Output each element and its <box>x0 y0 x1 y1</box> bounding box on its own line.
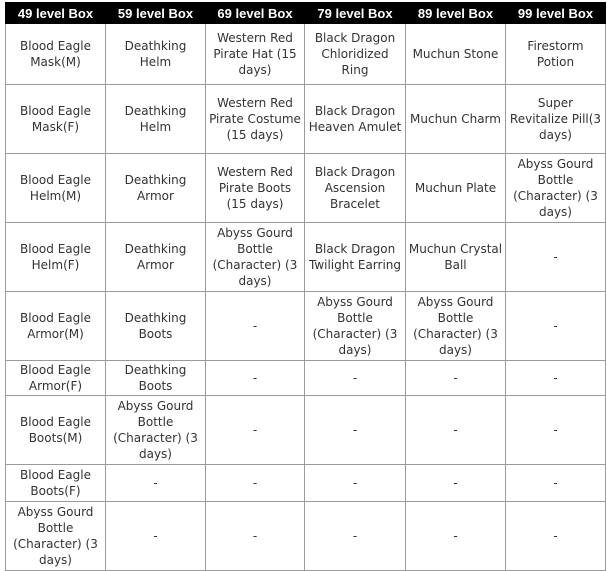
table-cell: Deathking Armor <box>106 223 206 292</box>
table-cell: - <box>206 465 305 502</box>
header-69-level-box: 69 level Box <box>206 3 305 24</box>
table-cell: Blood Eagle Armor(M) <box>6 292 106 361</box>
table-cell: Blood Eagle Helm(F) <box>6 223 106 292</box>
table-cell: Muchun Plate <box>406 154 506 223</box>
table-row <box>6 465 606 502</box>
table-cell: - <box>406 361 506 396</box>
table-cell: Muchun Stone <box>406 24 506 85</box>
table-cell: Blood Eagle Boots(M) <box>6 396 106 465</box>
table-cell: - <box>406 465 506 502</box>
table-cell: Blood Eagle Armor(F) <box>6 361 106 396</box>
table-cell: - <box>106 502 206 571</box>
table-cell: - <box>305 396 406 465</box>
table-cell: - <box>506 223 606 292</box>
table-cell: Black Dragon Chloridized Ring <box>305 24 406 85</box>
header-79-level-box: 79 level Box <box>305 3 406 24</box>
table-cell: Abyss Gourd Bottle (Character) (3 days) <box>305 292 406 361</box>
table-cell: Abyss Gourd Bottle (Character) (3 days) <box>506 154 606 223</box>
table-cell: - <box>106 465 206 502</box>
table-cell: - <box>206 292 305 361</box>
table-cell: Abyss Gourd Bottle (Character) (3 days) <box>406 292 506 361</box>
header-99-level-box: 99 level Box <box>506 3 606 24</box>
table-cell: Muchun Crystal Ball <box>406 223 506 292</box>
table-cell: Black Dragon Ascension Bracelet <box>305 154 406 223</box>
table-row <box>6 361 606 396</box>
table-row <box>6 396 606 465</box>
table-row <box>6 24 606 85</box>
table-cell: Western Red Pirate Costume (15 days) <box>206 85 305 154</box>
table-cell: Abyss Gourd Bottle (Character) (3 days) <box>6 502 106 571</box>
table-cell: Blood Eagle Mask(F) <box>6 85 106 154</box>
table-cell: - <box>406 502 506 571</box>
table-cell: Muchun Charm <box>406 85 506 154</box>
table-cell: Firestorm Potion <box>506 24 606 85</box>
table-cell: Western Red Pirate Hat (15 days) <box>206 24 305 85</box>
table-cell: Blood Eagle Boots(F) <box>6 465 106 502</box>
table-cell: - <box>206 396 305 465</box>
header-49-level-box: 49 level Box <box>6 3 106 24</box>
table-row <box>6 223 606 292</box>
table-cell: Blood Eagle Helm(M) <box>6 154 106 223</box>
header-row <box>6 3 606 24</box>
level-box-table <box>5 2 606 571</box>
table-cell: - <box>506 396 606 465</box>
table-cell: Deathking Helm <box>106 24 206 85</box>
table-cell: - <box>506 502 606 571</box>
table-cell: - <box>305 502 406 571</box>
table-cell: - <box>305 465 406 502</box>
table-cell: - <box>206 502 305 571</box>
table-row <box>6 154 606 223</box>
table-cell: - <box>305 361 406 396</box>
table-cell: Deathking Boots <box>106 361 206 396</box>
table-cell: Super Revitalize Pill(3 days) <box>506 85 606 154</box>
table-cell: Abyss Gourd Bottle (Character) (3 days) <box>206 223 305 292</box>
header-59-level-box: 59 level Box <box>106 3 206 24</box>
table-cell: Deathking Armor <box>106 154 206 223</box>
table-cell: - <box>506 465 606 502</box>
table-row <box>6 85 606 154</box>
table-cell: Deathking Helm <box>106 85 206 154</box>
table-row <box>6 292 606 361</box>
table-cell: Western Red Pirate Boots (15 days) <box>206 154 305 223</box>
table-row <box>6 502 606 571</box>
table-cell: Black Dragon Twilight Earring <box>305 223 406 292</box>
table-cell: - <box>506 361 606 396</box>
table-cell: - <box>206 361 305 396</box>
table-cell: Abyss Gourd Bottle (Character) (3 days) <box>106 396 206 465</box>
table-cell: Deathking Boots <box>106 292 206 361</box>
table-cell: - <box>506 292 606 361</box>
table-cell: Blood Eagle Mask(M) <box>6 24 106 85</box>
table-cell: Black Dragon Heaven Amulet <box>305 85 406 154</box>
header-89-level-box: 89 level Box <box>406 3 506 24</box>
table-cell: - <box>406 396 506 465</box>
